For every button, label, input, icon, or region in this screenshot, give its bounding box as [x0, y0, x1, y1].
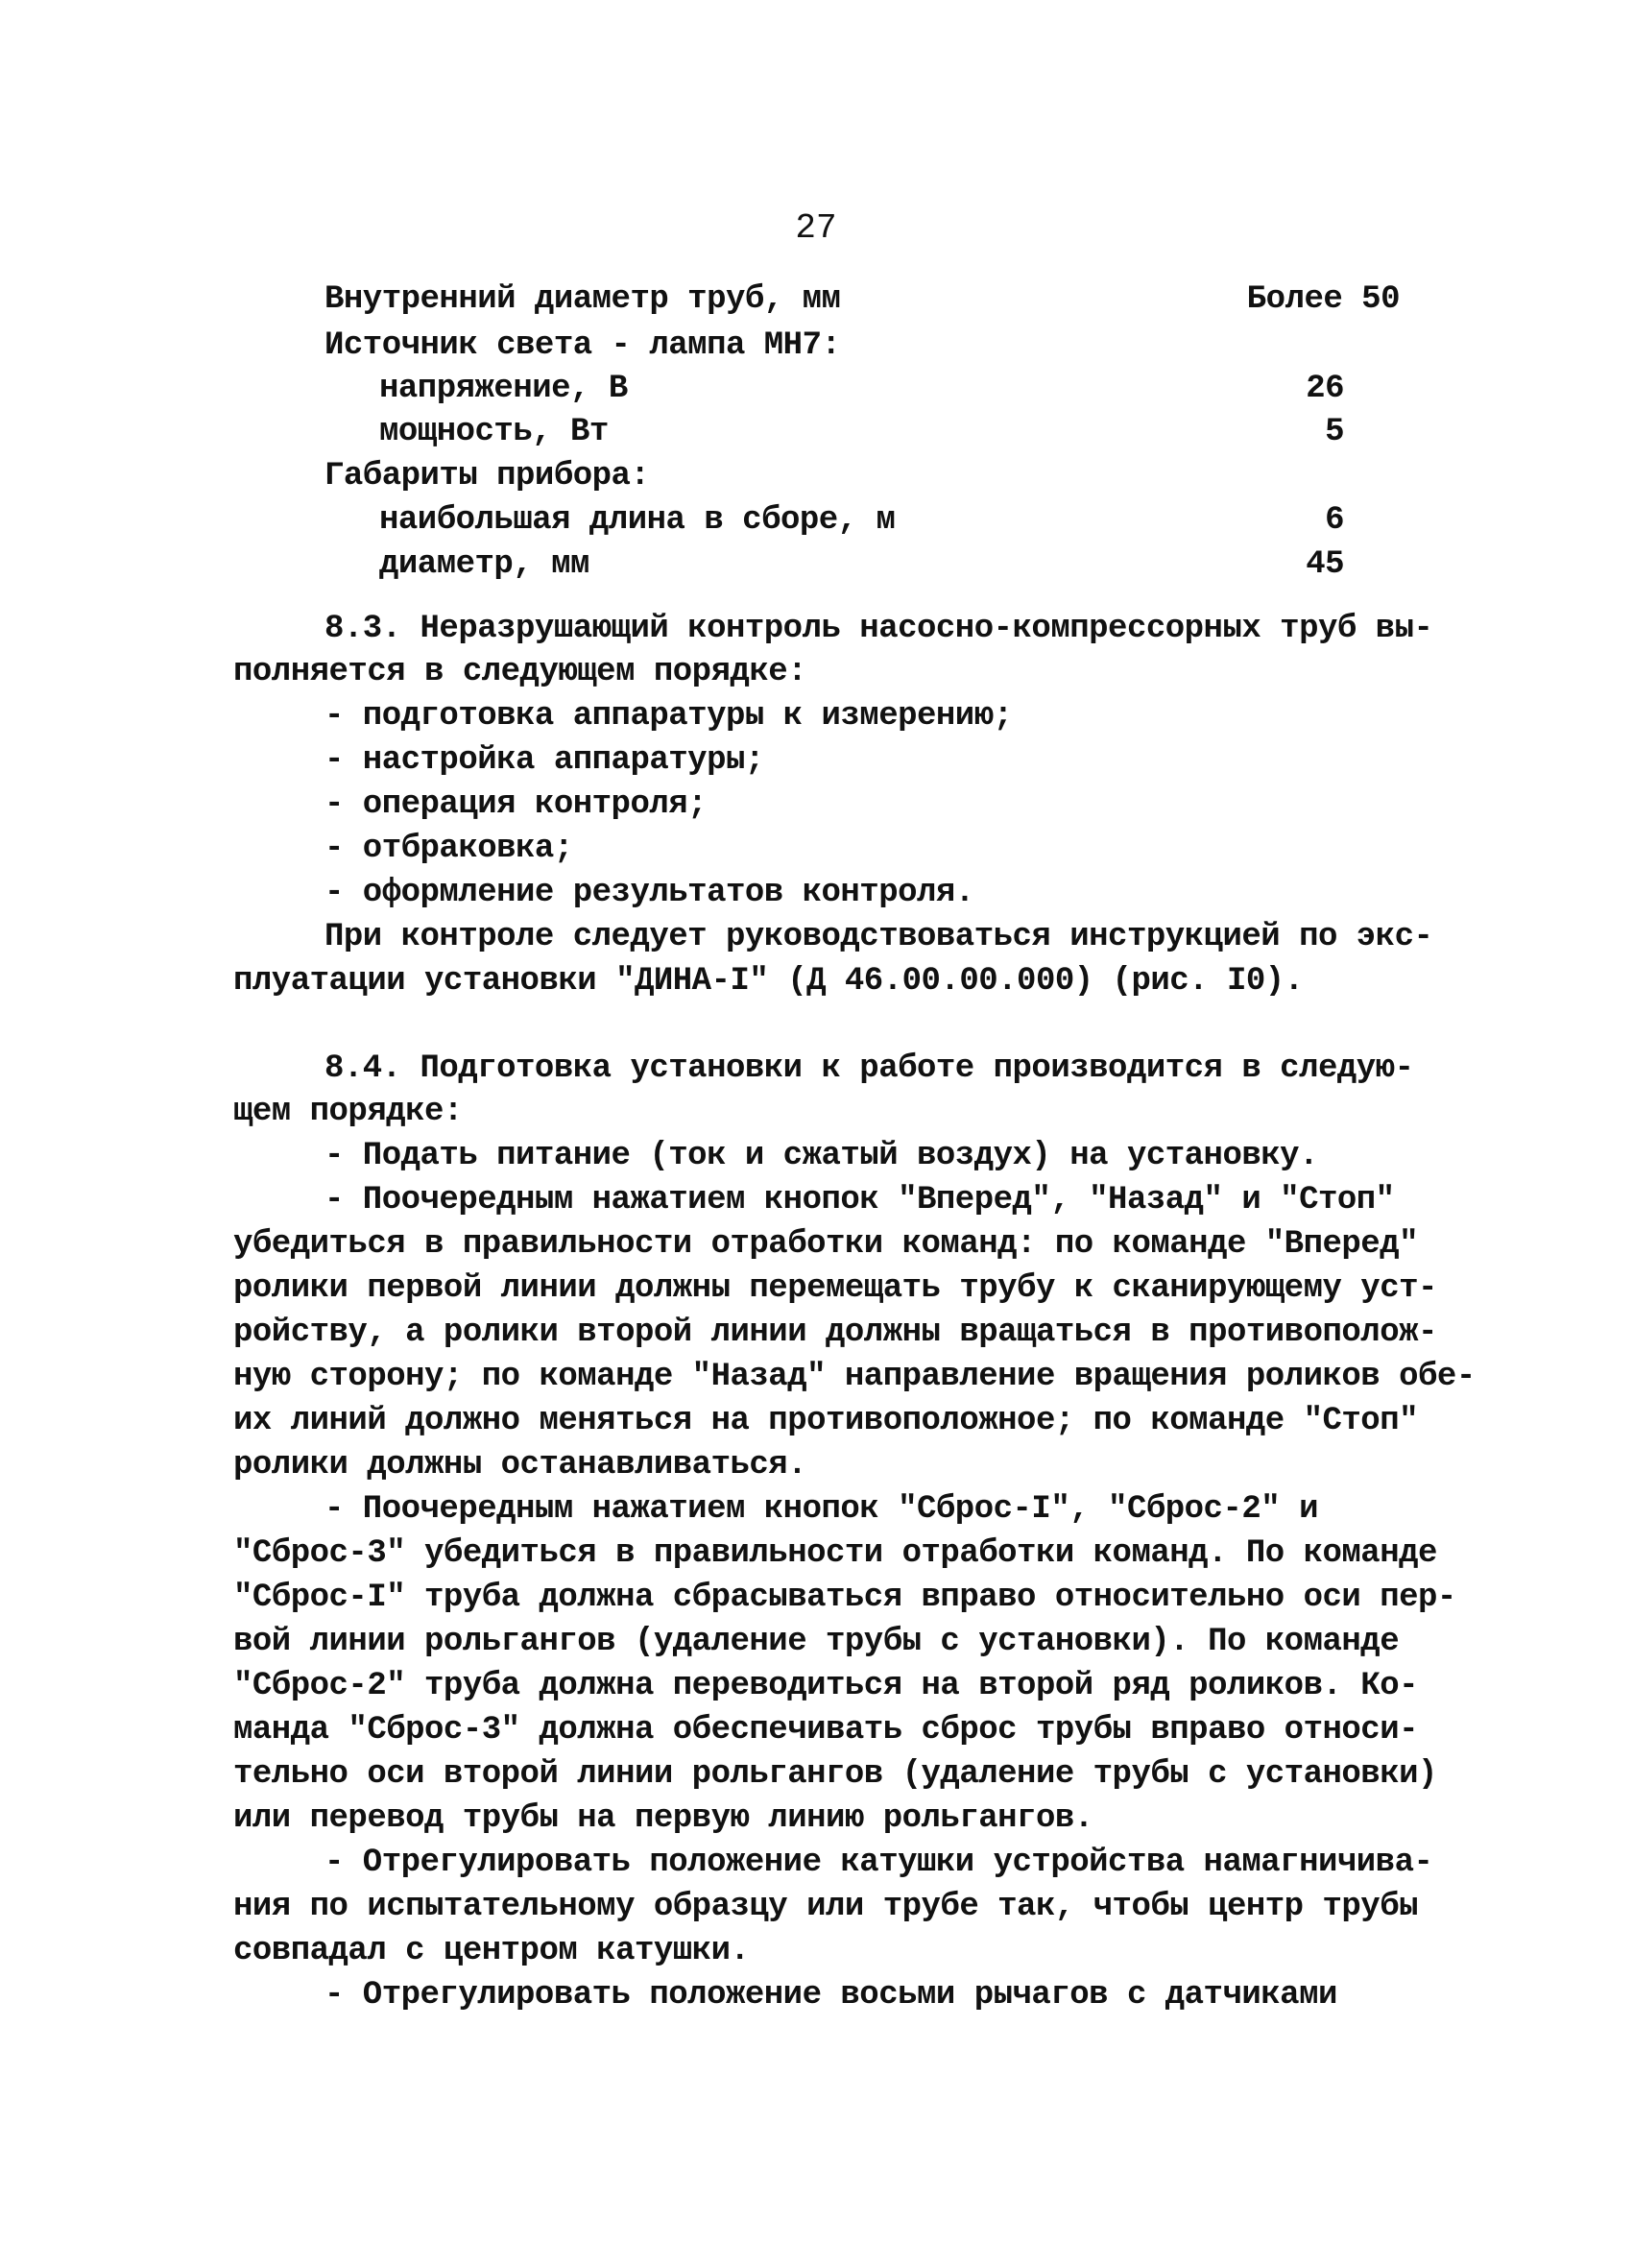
- list-item: - подготовка аппаратуры к измерению;: [324, 698, 1013, 735]
- section-8-4-line: - Подать питание (ток и сжатый воздух) на установку.: [324, 1138, 1318, 1174]
- section-8-4-line: совпадал с центром катушки.: [233, 1933, 750, 1969]
- spec-diameter-value: 45: [1306, 546, 1344, 583]
- section-8-4-line: ролики первой линии должны перемещать трубу к сканирующему уст-: [233, 1270, 1437, 1307]
- spec-light-source-label: Источник света - лампа МН7:: [324, 327, 841, 364]
- list-item: - настройка аппаратуры;: [324, 742, 764, 779]
- spec-power-value: 5: [1325, 414, 1344, 450]
- list-item: - операция контроля;: [324, 786, 708, 823]
- section-8-4-line: щем порядке:: [233, 1094, 463, 1130]
- section-8-4-line: ролики должны останавливаться.: [233, 1447, 807, 1484]
- spec-length-value: 6: [1325, 502, 1344, 539]
- spec-dimensions-label: Габариты прибора:: [324, 458, 650, 495]
- section-8-4-line: тельно оси второй линии рольгангов (удаление трубы с установки): [233, 1756, 1437, 1793]
- section-8-4-line: манда "Сброс-3" должна обеспечивать сброс трубы вправо относи-: [233, 1712, 1419, 1749]
- spec-diameter-label: диаметр, мм: [379, 546, 589, 583]
- section-8-4-line: "Сброс-I" труба должна сбрасываться вправо относительно оси пер-: [233, 1580, 1456, 1616]
- list-item: - отбраковка;: [324, 831, 573, 867]
- spec-voltage-label: напряжение, В: [379, 371, 628, 407]
- section-8-4-line: - Отрегулировать положение восьми рычагов с датчиками: [324, 1977, 1337, 2014]
- section-8-4-line: - Поочередным нажатием кнопок "Вперед", "Назад" и "Стоп": [324, 1182, 1395, 1218]
- section-8-4-line: - Поочередным нажатием кнопок "Сброс-I", "Сброс-2" и: [324, 1491, 1318, 1528]
- section-8-4-line: ную сторону; по команде "Назад" направление вращения роликов обе-: [233, 1359, 1476, 1395]
- spec-power-label: мощность, Вт: [379, 414, 609, 450]
- section-8-4-line: ния по испытательному образцу или трубе так, чтобы центр трубы: [233, 1889, 1419, 1925]
- section-8-4-line: убедиться в правильности отработки команд: по команде "Вперед": [233, 1226, 1419, 1263]
- spec-voltage-value: 26: [1306, 371, 1344, 407]
- section-8-4-line: 8.4. Подготовка установки к работе производится в следую-: [324, 1050, 1414, 1087]
- section-8-4-line: "Сброс-2" труба должна переводиться на второй ряд роликов. Ко-: [233, 1668, 1419, 1704]
- page-number: 27: [795, 208, 837, 248]
- section-8-4-line: вой линии рольгангов (удаление трубы с установки). По команде: [233, 1624, 1400, 1660]
- section-8-4-line: "Сброс-3" убедиться в правильности отработки команд. По команде: [233, 1535, 1437, 1572]
- section-8-4-line: или перевод трубы на первую линию рольгангов.: [233, 1800, 1093, 1837]
- section-8-3-line-2: полняется в следующем порядке:: [233, 654, 807, 690]
- spec-length-label: наибольшая длина в сборе, м: [379, 502, 896, 539]
- section-8-3-note-line-2: плуатации установки "ДИНА-I" (Д 46.00.00.000) (рис. I0).: [233, 963, 1304, 1000]
- section-8-4-line: их линий должно меняться на противоположное; по команде "Стоп": [233, 1403, 1419, 1439]
- spec-inner-diameter-label: Внутренний диаметр труб, мм: [324, 281, 841, 318]
- spec-inner-diameter-value: Более 50: [1246, 281, 1400, 318]
- section-8-3-line-1: 8.3. Неразрушающий контроль насосно-компрессорных труб вы-: [324, 611, 1433, 647]
- section-8-4-line: - Отрегулировать положение катушки устройства намагничива-: [324, 1845, 1433, 1881]
- list-item: - оформление результатов контроля.: [324, 875, 974, 911]
- section-8-4-line: ройству, а ролики второй линии должны вращаться в противополож-: [233, 1315, 1437, 1351]
- section-8-3-note-line-1: При контроле следует руководствоваться инструкцией по экс-: [324, 919, 1433, 955]
